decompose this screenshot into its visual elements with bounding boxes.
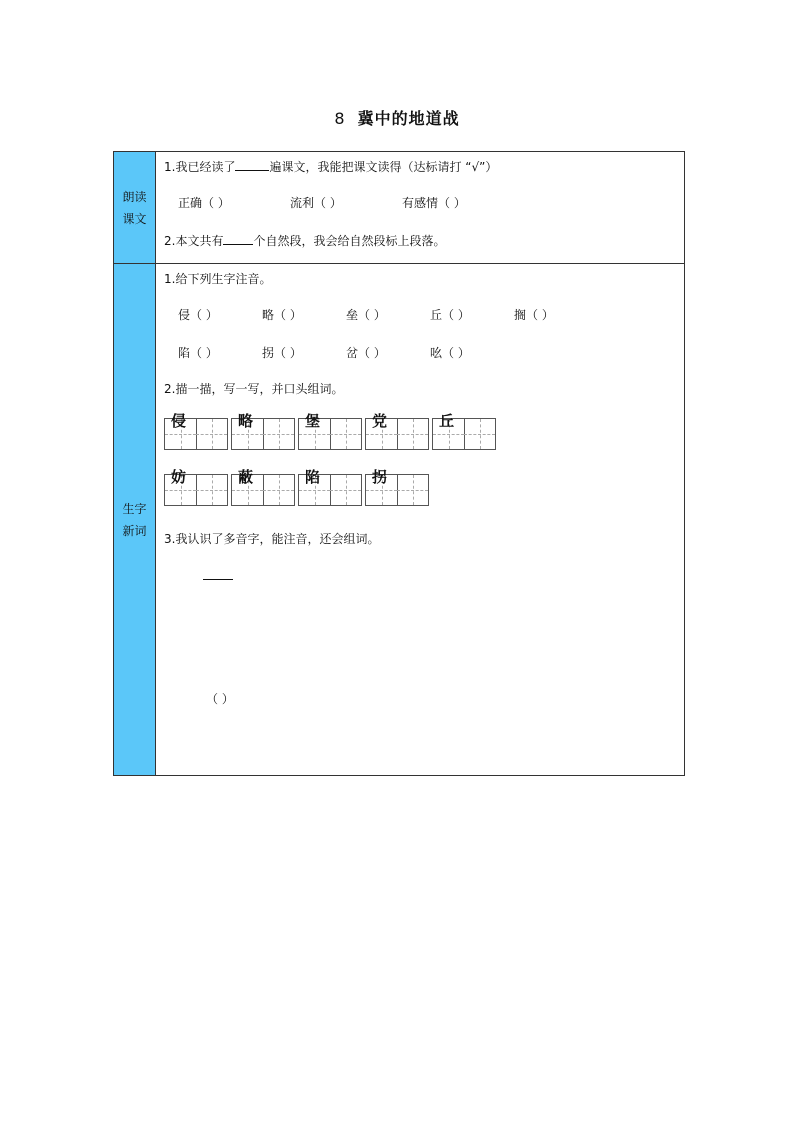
pinyin-item[interactable]: 陷（ ） bbox=[178, 346, 218, 360]
paragraph-count-blank[interactable] bbox=[223, 244, 253, 245]
pinyin-blank[interactable] bbox=[203, 579, 233, 580]
vocab-q1: 1.给下列生字注音。 bbox=[164, 272, 272, 286]
pinyin-item[interactable]: 丘（ ） bbox=[430, 308, 470, 322]
tracing-grid[interactable]: 妨 bbox=[164, 474, 228, 506]
tracing-grid[interactable]: 丘 bbox=[432, 418, 496, 450]
reading-section bbox=[156, 152, 685, 264]
reading-q2: 2.本文共有 个自然段，我会给自然段标上段落。 bbox=[164, 234, 446, 248]
pinyin-item[interactable]: 略（ ） bbox=[262, 308, 302, 322]
lesson-number: 8 bbox=[334, 109, 346, 128]
lesson-title: 冀中的地道战 bbox=[357, 109, 460, 128]
paren[interactable]: （ ） bbox=[206, 692, 234, 706]
pinyin-item[interactable]: 垒（ ） bbox=[346, 308, 386, 322]
section-label-reading: 朗读 课文 bbox=[114, 152, 156, 264]
tracing-grid[interactable]: 侵 bbox=[164, 418, 228, 450]
tracing-grid[interactable]: 拐 bbox=[365, 474, 429, 506]
tracing-grid[interactable]: 蔽 bbox=[231, 474, 295, 506]
worksheet-table bbox=[113, 151, 685, 776]
reading-opt-fluent[interactable]: 流利（ ） bbox=[290, 196, 342, 210]
pinyin-item[interactable]: 拐（ ） bbox=[262, 346, 302, 360]
tracing-grid[interactable]: 堡 bbox=[298, 418, 362, 450]
pinyin-item[interactable]: 吆（ ） bbox=[430, 346, 470, 360]
reading-opt-correct[interactable]: 正确（ ） bbox=[178, 196, 230, 210]
vocab-q3: 3.我认识了多音字，能注音，还会组词。 bbox=[164, 532, 380, 546]
reading-q1: 1.我已经读了 遍课文，我能把课文读得（达标请打 “√”） bbox=[164, 160, 498, 174]
tracing-grid[interactable]: 略 bbox=[231, 418, 295, 450]
tracing-grid[interactable]: 陷 bbox=[298, 474, 362, 506]
vocab-section bbox=[156, 264, 685, 776]
tracing-grid[interactable]: 党 bbox=[365, 418, 429, 450]
page-title bbox=[0, 106, 794, 129]
pinyin-item[interactable]: 搁（ ） bbox=[514, 308, 554, 322]
read-count-blank[interactable] bbox=[235, 170, 269, 171]
reading-opt-emotion[interactable]: 有感情（ ） bbox=[402, 196, 466, 210]
pinyin-item[interactable]: 岔（ ） bbox=[346, 346, 386, 360]
section-label-vocab: 生字 新词 bbox=[114, 264, 156, 776]
pinyin-item[interactable]: 侵（ ） bbox=[178, 308, 218, 322]
vocab-q2: 2.描一描，写一写，并口头组词。 bbox=[164, 382, 344, 396]
